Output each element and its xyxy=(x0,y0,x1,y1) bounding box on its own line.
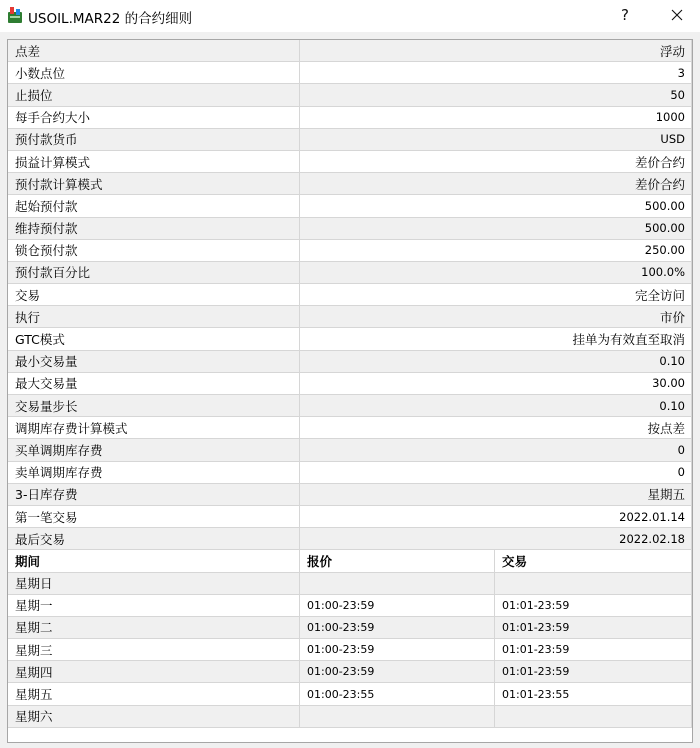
spec-row xyxy=(8,40,692,62)
session-trade: 01:01-23:59 xyxy=(495,639,692,661)
spec-row xyxy=(8,195,692,217)
spec-name: 损益计算模式 xyxy=(8,151,300,173)
spec-name: 最小交易量 xyxy=(8,351,300,373)
session-quote: 01:00-23:59 xyxy=(300,595,495,617)
spec-value: 0.10 xyxy=(300,351,692,373)
spec-value: 100.0% xyxy=(300,262,692,284)
spec-value: 1000 xyxy=(300,107,692,129)
spec-name: 点差 xyxy=(8,40,300,62)
session-day: 星期日 xyxy=(8,573,300,595)
header-trade: 交易 xyxy=(495,550,692,572)
spec-row xyxy=(8,373,692,395)
spec-value: USD xyxy=(300,129,692,151)
spec-name: 预付款货币 xyxy=(8,129,300,151)
spec-name: 最后交易 xyxy=(8,528,300,550)
spec-name: 交易量步长 xyxy=(8,395,300,417)
spec-name: 调期库存费计算模式 xyxy=(8,417,300,439)
session-trade: 01:01-23:55 xyxy=(495,683,692,705)
session-trade: 01:01-23:59 xyxy=(495,661,692,683)
spec-name: 预付款百分比 xyxy=(8,262,300,284)
session-row xyxy=(8,706,692,728)
spec-row xyxy=(8,439,692,461)
spec-value: 挂单为有效直至取消 xyxy=(300,328,692,350)
spec-value: 30.00 xyxy=(300,373,692,395)
spec-table xyxy=(8,40,692,550)
spec-value: 0.10 xyxy=(300,395,692,417)
spec-name: 卖单调期库存费 xyxy=(8,462,300,484)
spec-value: 完全访问 xyxy=(300,284,692,306)
header-period: 期间 xyxy=(8,550,300,572)
spec-name: 买单调期库存费 xyxy=(8,439,300,461)
window-title: USOIL.MAR22 的合约细则 xyxy=(28,11,193,27)
spec-value: 差价合约 xyxy=(300,151,692,173)
session-day: 星期二 xyxy=(8,617,300,639)
spec-row xyxy=(8,395,692,417)
spec-row xyxy=(8,84,692,106)
session-row xyxy=(8,595,692,617)
spec-row xyxy=(8,351,692,373)
session-day: 星期三 xyxy=(8,639,300,661)
spec-name: 起始预付款 xyxy=(8,195,300,217)
spec-value: 500.00 xyxy=(300,195,692,217)
session-trade xyxy=(495,573,692,595)
spec-name: 3-日库存费 xyxy=(8,484,300,506)
session-day: 星期一 xyxy=(8,595,300,617)
spec-value: 250.00 xyxy=(300,240,692,262)
spec-value: 500.00 xyxy=(300,218,692,240)
session-quote: 01:00-23:59 xyxy=(300,617,495,639)
spec-row xyxy=(8,62,692,84)
spec-value: 2022.01.14 xyxy=(300,506,692,528)
session-quote xyxy=(300,706,495,728)
spec-row xyxy=(8,218,692,240)
spec-name: 执行 xyxy=(8,306,300,328)
spec-row xyxy=(8,528,692,550)
spec-row xyxy=(8,173,692,195)
spec-row xyxy=(8,417,692,439)
sessions-table xyxy=(8,573,692,728)
session-trade: 01:01-23:59 xyxy=(495,617,692,639)
spec-value: 按点差 xyxy=(300,417,692,439)
spec-value: 差价合约 xyxy=(300,173,692,195)
title-bar xyxy=(0,0,700,32)
session-row xyxy=(8,683,692,705)
spec-value: 0 xyxy=(300,439,692,461)
app-icon xyxy=(7,6,23,24)
spec-value: 星期五 xyxy=(300,484,692,506)
spec-name: 维持预付款 xyxy=(8,218,300,240)
header-quote: 报价 xyxy=(300,550,495,572)
spec-row xyxy=(8,262,692,284)
spec-row xyxy=(8,484,692,506)
spec-name: 交易 xyxy=(8,284,300,306)
specs-panel xyxy=(7,39,693,743)
spec-value: 0 xyxy=(300,462,692,484)
sessions-header-row xyxy=(8,550,692,572)
spec-name: 每手合约大小 xyxy=(8,107,300,129)
close-icon xyxy=(671,9,683,21)
spec-row xyxy=(8,306,692,328)
spec-value: 2022.02.18 xyxy=(300,528,692,550)
spec-row xyxy=(8,129,692,151)
spec-value: 3 xyxy=(300,62,692,84)
spec-value: 浮动 xyxy=(300,40,692,62)
session-quote: 01:00-23:59 xyxy=(300,661,495,683)
spec-row xyxy=(8,240,692,262)
session-trade: 01:01-23:59 xyxy=(495,595,692,617)
spec-name: 预付款计算模式 xyxy=(8,173,300,195)
session-day: 星期四 xyxy=(8,661,300,683)
spec-row xyxy=(8,328,692,350)
spec-row xyxy=(8,107,692,129)
session-row xyxy=(8,573,692,595)
session-trade xyxy=(495,706,692,728)
spec-value: 50 xyxy=(300,84,692,106)
session-quote xyxy=(300,573,495,595)
spec-name: GTC模式 xyxy=(8,328,300,350)
spec-name: 最大交易量 xyxy=(8,373,300,395)
spec-name: 锁仓预付款 xyxy=(8,240,300,262)
session-row xyxy=(8,639,692,661)
session-day: 星期六 xyxy=(8,706,300,728)
spec-row xyxy=(8,506,692,528)
session-quote: 01:00-23:55 xyxy=(300,683,495,705)
close-button[interactable] xyxy=(660,0,694,30)
session-row xyxy=(8,617,692,639)
help-button[interactable]: ? xyxy=(621,6,629,24)
spec-row xyxy=(8,462,692,484)
spec-name: 止损位 xyxy=(8,84,300,106)
session-day: 星期五 xyxy=(8,683,300,705)
spec-row xyxy=(8,284,692,306)
spec-row xyxy=(8,151,692,173)
spec-name: 第一笔交易 xyxy=(8,506,300,528)
spec-value: 市价 xyxy=(300,306,692,328)
spec-name: 小数点位 xyxy=(8,62,300,84)
session-row xyxy=(8,661,692,683)
session-quote: 01:00-23:59 xyxy=(300,639,495,661)
